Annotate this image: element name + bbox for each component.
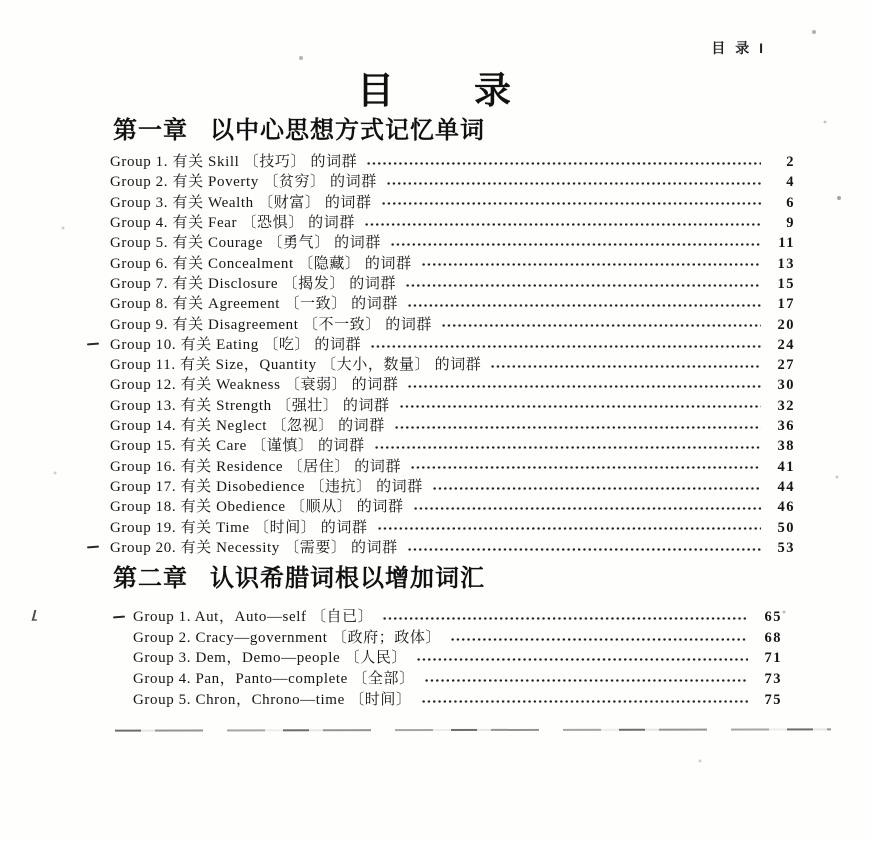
toc-entry-label: Group 3. Dem，Demo—people 〔人民〕: [133, 650, 408, 667]
chapter-2-toc-list: [133, 607, 782, 710]
pencil-margin-dash: [87, 343, 99, 346]
toc-entry-page-number: 68: [764, 629, 782, 646]
toc-entry[interactable]: [110, 518, 795, 538]
toc-entry[interactable]: [110, 152, 795, 172]
toc-entry[interactable]: [110, 335, 795, 355]
toc-entry-label: Group 4. Pan，Panto—complete 〔全部〕: [133, 671, 415, 688]
toc-entry[interactable]: [110, 355, 795, 375]
toc-entry[interactable]: [133, 628, 782, 649]
dot-leader: [410, 457, 761, 477]
toc-entry-page-number: 36: [777, 418, 795, 435]
page-title: 目 录: [357, 70, 513, 111]
dot-leader: [421, 254, 761, 274]
toc-entry[interactable]: [110, 213, 795, 233]
toc-entry-label: Group 6. 有关 Concealment 〔隐藏〕 的词群: [110, 255, 412, 272]
toc-entry-page-number: 17: [777, 296, 795, 313]
toc-entry-page-number: 53: [777, 539, 795, 556]
toc-entry-label: Group 19. 有关 Time 〔时间〕 的词群: [110, 519, 368, 536]
chapter-2-number: 第二章: [113, 565, 188, 592]
page-bottom-rule: [115, 728, 831, 731]
dot-leader: [424, 669, 748, 690]
toc-entry-page-number: 15: [777, 275, 795, 292]
dot-leader: [382, 607, 748, 628]
dot-leader: [364, 213, 761, 233]
toc-entry-page-number: 4: [786, 174, 795, 191]
toc-entry[interactable]: [110, 274, 795, 294]
toc-entry-label: Group 14. 有关 Neglect 〔忽视〕 的词群: [110, 418, 385, 435]
chapter-1-heading: [113, 118, 485, 144]
chapter-1-toc-list: [110, 152, 795, 558]
chapter-2-title: 认识希腊词根以增加词汇: [210, 565, 485, 592]
dot-leader: [377, 518, 761, 538]
toc-entry-page-number: 27: [777, 357, 795, 374]
toc-entry-label: Group 3. 有关 Wealth 〔财富〕 的词群: [110, 194, 372, 211]
toc-entry[interactable]: [133, 669, 782, 690]
toc-entry-label: Group 10. 有关 Eating 〔吃〕 的词群: [110, 336, 362, 353]
toc-entry-page-number: 46: [777, 499, 795, 516]
toc-entry-label: Group 17. 有关 Disobedience 〔违抗〕 的词群: [110, 479, 423, 495]
toc-entry-page-number: 65: [764, 609, 782, 625]
dot-leader: [390, 233, 761, 253]
toc-entry-label: Group 4. 有关 Fear 〔恐惧〕 的词群: [110, 214, 355, 231]
dot-leader: [407, 294, 761, 314]
toc-entry[interactable]: [110, 538, 795, 558]
running-header: 目 录 I: [711, 40, 766, 56]
dot-leader: [399, 396, 761, 416]
toc-entry-page-number: 11: [778, 235, 795, 252]
toc-entry[interactable]: [110, 193, 795, 213]
dot-leader: [450, 628, 748, 649]
toc-entry-label: Group 2. 有关 Poverty 〔贫穷〕 的词群: [110, 174, 377, 191]
toc-entry[interactable]: [110, 436, 795, 456]
dot-leader: [405, 274, 761, 294]
toc-entry-page-number: 73: [764, 671, 782, 688]
toc-entry[interactable]: [133, 607, 782, 628]
pencil-margin-dash: [113, 615, 125, 618]
dot-leader: [394, 416, 761, 436]
toc-entry-page-number: 32: [777, 397, 795, 414]
chapter-1-number: 第一章: [113, 117, 188, 144]
toc-entry-page-number: 41: [777, 458, 795, 475]
pencil-stray-mark: [32, 610, 40, 621]
toc-entry[interactable]: [110, 254, 795, 274]
dot-leader: [407, 538, 761, 558]
toc-entry-page-number: 2: [786, 154, 795, 170]
dot-leader: [432, 477, 761, 497]
toc-entry-page-number: 24: [777, 336, 795, 353]
toc-entry-label: Group 11. 有关 Size，Quantity 〔大小，数量〕 的词群: [110, 357, 482, 374]
toc-entry-label: Group 1. 有关 Skill 〔技巧〕 的词群: [110, 154, 358, 170]
dot-leader: [490, 355, 761, 375]
chapter-1-title: 以中心思想方式记忆单词: [210, 117, 485, 144]
dot-leader: [421, 690, 748, 711]
toc-entry-label: Group 12. 有关 Weakness 〔衰弱〕 的词群: [110, 377, 399, 394]
toc-entry[interactable]: [110, 172, 795, 192]
dot-leader: [374, 436, 761, 456]
toc-entry-page-number: 20: [777, 316, 795, 333]
toc-entry-label: Group 2. Cracy—government 〔政府；政体〕: [133, 629, 442, 646]
toc-entry[interactable]: [133, 648, 782, 669]
dot-leader: [416, 648, 748, 669]
scan-noise-specks: [0, 0, 2, 2]
toc-entry[interactable]: [110, 416, 795, 436]
toc-entry-page-number: 9: [786, 214, 795, 231]
toc-entry-page-number: 50: [777, 519, 795, 536]
dot-leader: [370, 335, 761, 355]
toc-entry[interactable]: [110, 457, 795, 477]
toc-entry-label: Group 5. Chron，Chrono—time 〔时间〕: [133, 691, 412, 708]
toc-entry-label: Group 16. 有关 Residence 〔居住〕 的词群: [110, 458, 402, 475]
toc-entry[interactable]: [110, 375, 795, 395]
toc-entry[interactable]: [110, 396, 795, 416]
toc-entry-label: Group 20. 有关 Necessity 〔需要〕 的词群: [110, 539, 398, 556]
toc-entry-page-number: 6: [786, 194, 795, 211]
toc-entry[interactable]: [133, 690, 782, 711]
toc-entry-label: Group 13. 有关 Strength 〔强壮〕 的词群: [110, 397, 390, 414]
toc-entry-page-number: 13: [777, 255, 795, 272]
dot-leader: [366, 152, 761, 172]
chapter-2-heading: [113, 566, 485, 592]
toc-entry-label: Group 5. 有关 Courage 〔勇气〕 的词群: [110, 235, 381, 252]
toc-entry[interactable]: [110, 294, 795, 314]
pencil-margin-dash: [87, 546, 99, 549]
toc-entry[interactable]: [110, 497, 795, 517]
toc-entry-label: Group 7. 有关 Disclosure 〔揭发〕 的词群: [110, 275, 397, 292]
dot-leader: [381, 193, 761, 213]
toc-entry-page-number: 30: [777, 377, 795, 394]
toc-entry-label: Group 15. 有关 Care 〔谨慎〕 的词群: [110, 438, 365, 455]
toc-entry[interactable]: [110, 233, 795, 253]
toc-entry-label: Group 9. 有关 Disagreement 〔不一致〕 的词群: [110, 316, 433, 333]
dot-leader: [386, 172, 761, 192]
dot-leader: [413, 497, 761, 517]
dot-leader: [407, 375, 761, 395]
toc-entry-label: Group 1. Aut，Auto—self 〔自已〕: [133, 609, 374, 625]
toc-entry-label: Group 8. 有关 Agreement 〔一致〕 的词群: [110, 296, 398, 313]
toc-entry[interactable]: [110, 315, 795, 335]
toc-entry-page-number: 71: [764, 650, 782, 667]
dot-leader: [441, 315, 761, 335]
toc-entry-page-number: 38: [777, 438, 795, 455]
toc-entry-page-number: 44: [777, 479, 795, 495]
toc-entry-label: Group 18. 有关 Obedience 〔顺从〕 的词群: [110, 499, 404, 516]
toc-entry[interactable]: [110, 477, 795, 497]
toc-entry-page-number: 75: [764, 691, 782, 708]
